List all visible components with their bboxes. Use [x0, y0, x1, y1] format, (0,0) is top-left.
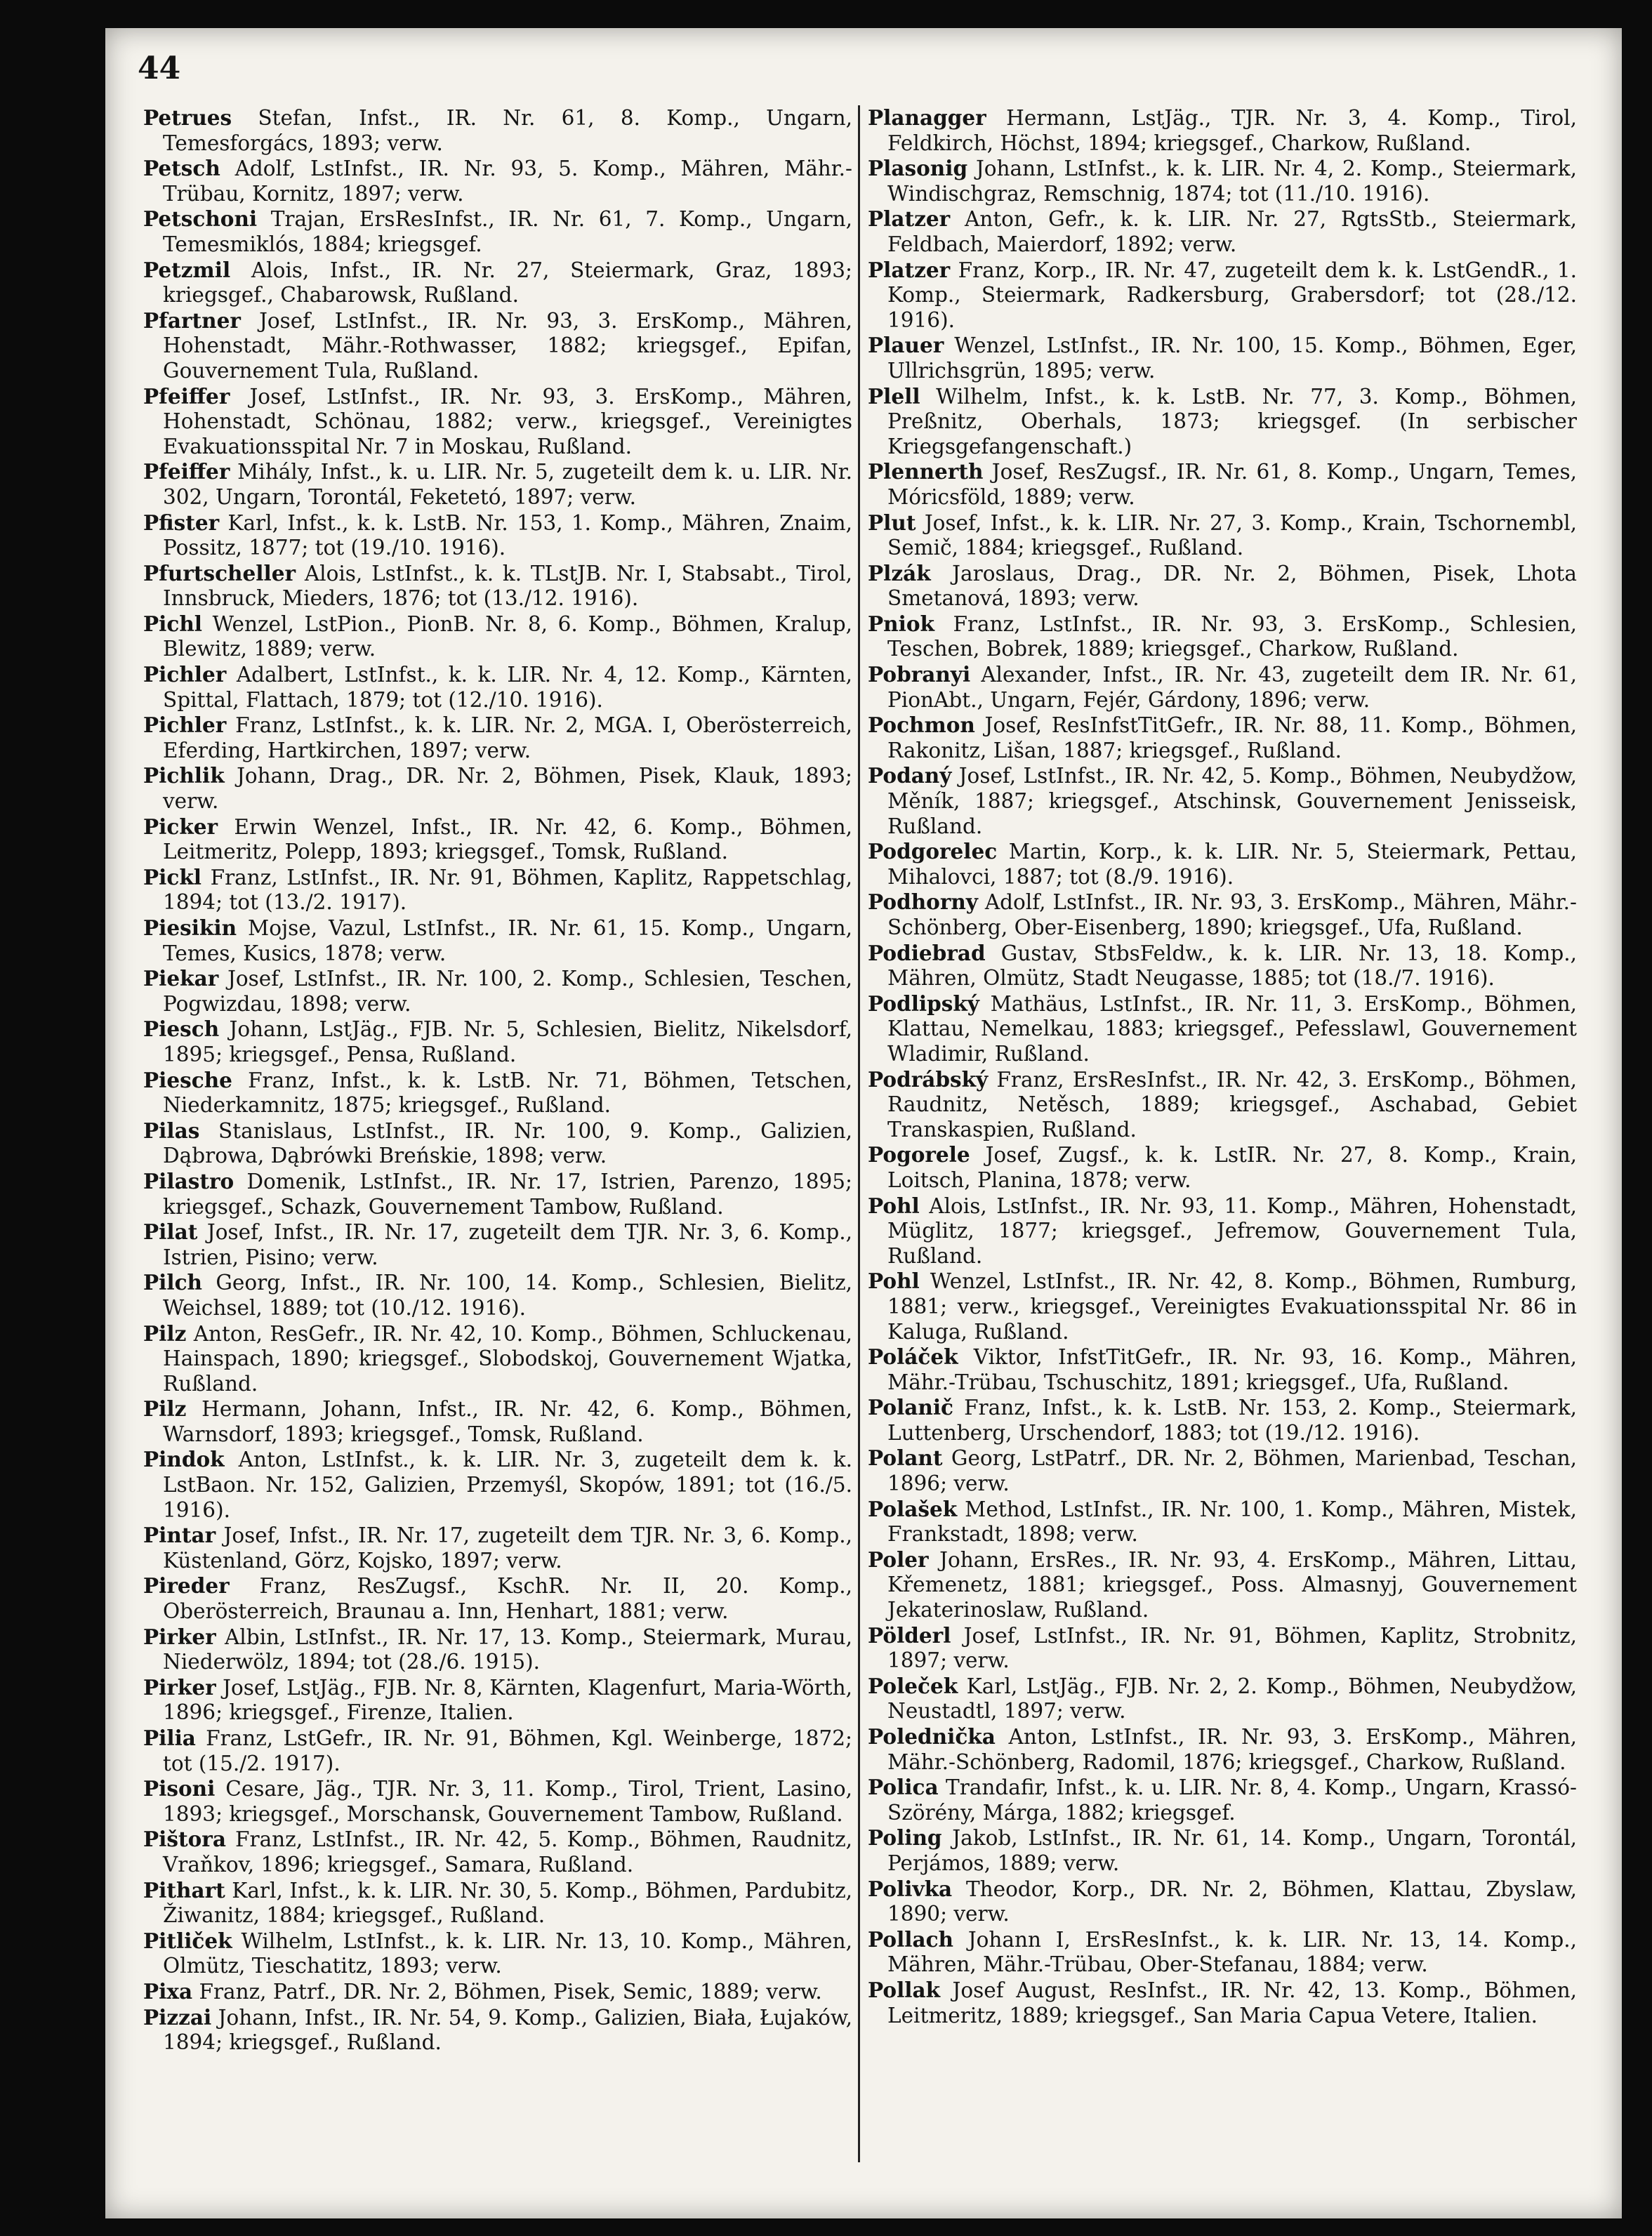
entry-details: Josef, LstInfst., IR. Nr. 93, 3. ErsKomp., Mähren, Hohenstadt, Schönau, 1882; verw., kriegsgef., Vereinigtes Evakuationsspital Nr. 7 in Moskau, Rußland. [163, 384, 852, 458]
entry-surname: Poling [868, 1825, 942, 1851]
entry-details: Franz, LstInfst., IR. Nr. 91, Böhmen, Kaplitz, Rappetschlag, 1894; tot (13./2. 1917). [163, 865, 852, 915]
register-entry [868, 1497, 1577, 1547]
register-entry [868, 1395, 1577, 1446]
entry-surname: Pizzai [143, 2004, 212, 2030]
register-entry [868, 839, 1577, 889]
entry-surname: Poler [868, 1547, 929, 1572]
entry-surname: Pilastro [143, 1168, 234, 1193]
register-entry [868, 1446, 1577, 1496]
register-entry [143, 611, 852, 662]
entry-details: Mojse, Vazul, LstInfst., IR. Nr. 61, 15. Komp., Ungarn, Temes, Kusics, 1878; verw. [163, 916, 852, 965]
entry-details: Jaroslaus, Drag., DR. Nr. 2, Böhmen, Pisek, Lhota Smetanová, 1893; verw. [887, 561, 1577, 611]
register-entry [868, 1344, 1577, 1395]
entry-surname: Platzer [868, 206, 951, 232]
register-entry [143, 1929, 852, 1979]
register-entry [143, 1169, 852, 1219]
entry-surname: Podrábský [868, 1066, 989, 1092]
register-entry [868, 156, 1577, 206]
entry-surname: Platzer [868, 257, 951, 282]
register-entry [868, 1775, 1577, 1825]
register-entry [868, 1825, 1577, 1876]
entry-surname: Poláček [868, 1344, 958, 1370]
register-entry [143, 258, 852, 308]
entry-details: Franz, Korp., IR. Nr. 47, zugeteilt dem k. k. LstGendR., 1. Komp., Steiermark, Radkersburg, Grabersdorf; tot (28./12. 1916). [887, 258, 1577, 332]
register-entry [868, 561, 1577, 611]
entry-details: Anton, Gefr., k. k. LIR. Nr. 27, RgtsStb., Steiermark, Feldbach, Maierdorf, 1892; verw. [887, 207, 1577, 256]
register-entry [868, 991, 1577, 1067]
entry-details: Alois, LstInfst., k. k. TLstJB. Nr. I, Stabsabt., Tirol, Innsbruck, Mieders, 1876; tot (13./12. 1916). [163, 561, 852, 611]
entry-surname: Picker [143, 814, 218, 839]
entry-details: Franz, LstGefr., IR. Nr. 91, Böhmen, Kgl. Weinberge, 1872; tot (15./2. 1917). [163, 1726, 852, 1775]
entry-details: Josef, Zugsf., k. k. LstIR. Nr. 27, 8. Komp., Krain, Loitsch, Planina, 1878; verw. [887, 1143, 1577, 1192]
entry-surname: Pfeiffer [143, 459, 230, 484]
register-entry [868, 1193, 1577, 1269]
register-entry [143, 966, 852, 1017]
entry-details: Adolf, LstInfst., IR. Nr. 93, 5. Komp., Mähren, Mähr.-Trübau, Kornitz, 1897; verw. [163, 157, 852, 206]
register-entry [868, 206, 1577, 257]
entry-details: Gustav, StbsFeldw., k. k. LIR. Nr. 13, 18. Komp., Mähren, Olmütz, Stadt Neugasse, 1885; tot (18./7. 1916). [887, 941, 1577, 991]
register-entry [868, 384, 1577, 460]
entry-surname: Pirker [143, 1674, 216, 1700]
entry-details: Anton, ResGefr., IR. Nr. 42, 10. Komp., Böhmen, Schluckenau, Hainspach, 1890; kriegsgef., Slobodskoj, Gouvernement Wjatka, Rußland. [163, 1321, 852, 1396]
entry-details: Wenzel, LstPion., PionB. Nr. 8, 6. Komp., Böhmen, Kralup, Blewitz, 1889; verw. [163, 611, 852, 661]
entry-surname: Pichler [143, 662, 227, 687]
entry-surname: Polivka [868, 1876, 953, 1901]
entry-surname: Pintar [143, 1523, 216, 1548]
register-entry [143, 1573, 852, 1624]
register-entry [143, 1726, 852, 1776]
entry-surname: Pilia [143, 1726, 196, 1750]
register-entry [868, 941, 1577, 991]
register-entry [868, 889, 1577, 940]
entry-surname: Pogorele [868, 1142, 970, 1167]
entry-details: Josef, LstInfst., IR. Nr. 93, 3. ErsKomp., Mähren, Hohenstadt, Mähr.-Rothwasser, 1882; kriegsgef., Epifan, Gouvernement Tula, Rußland. [163, 308, 852, 383]
entry-surname: Petsch [143, 156, 220, 181]
register-entry [143, 763, 852, 814]
entry-details: Wilhelm, Infst., k. k. LstB. Nr. 77, 3. Komp., Böhmen, Preßnitz, Oberhals, 1873; kriegsgef. (In serbischer Kriegsgefangenschaft.) [887, 384, 1577, 458]
entry-surname: Polanič [868, 1395, 954, 1420]
entry-surname: Petzmil [143, 257, 231, 282]
entry-details: Wilhelm, LstInfst., k. k. LIR. Nr. 13, 10. Komp., Mähren, Olmütz, Tieschatitz, 1893; verw. [163, 1929, 852, 1978]
entry-details: Josef, ResInfstTitGefr., IR. Nr. 88, 11. Komp., Böhmen, Rakonitz, Lišan, 1887; kriegsgef., Rußland. [887, 713, 1577, 762]
entry-surname: Pichlik [143, 763, 225, 788]
register-entry [143, 1625, 852, 1675]
register-entry [868, 510, 1577, 561]
entry-surname: Plauer [868, 333, 944, 358]
entry-surname: Polica [868, 1775, 939, 1800]
entry-details: Josef, LstInfst., IR. Nr. 100, 2. Komp., Schlesien, Teschen, Pogwizdau, 1898; verw. [163, 967, 852, 1016]
entry-surname: Pichler [143, 713, 227, 738]
entry-details: Johann, LstInfst., k. k. LIR. Nr. 4, 2. Komp., Steiermark, Windischgraz, Remschnig, 1874; tot (11./10. 1916). [887, 157, 1577, 206]
entry-surname: Pixa [143, 1978, 193, 2004]
entry-surname: Pfurtscheller [143, 560, 296, 586]
entry-details: Alois, LstInfst., IR. Nr. 93, 11. Komp., Mähren, Hohenstadt, Müglitz, 1877; kriegsgef., Jefremow, Gouvernement Tula, Rußland. [887, 1193, 1577, 1268]
entry-details: Mihály, Infst., k. u. LIR. Nr. 5, zugeteilt dem k. u. LIR. Nr. 302, Ungarn, Torontál, Feketetó, 1897; verw. [163, 460, 852, 509]
entry-details: Franz, LstInfst., IR. Nr. 93, 3. ErsKomp., Schlesien, Teschen, Bobrek, 1889; kriegsgef., Charkow, Rußland. [887, 611, 1577, 661]
register-entry [143, 1068, 852, 1118]
entry-surname: Pfister [143, 510, 220, 535]
entry-details: Josef, Infst., IR. Nr. 17, zugeteilt dem TJR. Nr. 3, 6. Komp., Istrien, Pisino; verw. [163, 1220, 852, 1269]
entry-details: Franz, LstInfst., k. k. LIR. Nr. 2, MGA. I, Oberösterreich, Eferding, Hartkirchen, 1897; verw. [163, 713, 852, 762]
register-entry [868, 1674, 1577, 1724]
entry-details: Adolf, LstInfst., IR. Nr. 93, 3. ErsKomp., Mähren, Mähr.-Schönberg, Ober-Eisenberg, 1890; kriegsgef., Ufa, Rußland. [887, 890, 1577, 939]
entry-surname: Pollak [868, 1977, 941, 2002]
entry-details: Georg, Infst., IR. Nr. 100, 14. Komp., Schlesien, Bielitz, Weichsel, 1889; tot (10./12. 1916). [163, 1271, 852, 1320]
entry-surname: Piesche [143, 1067, 232, 1092]
entry-details: Stefan, Infst., IR. Nr. 61, 8. Komp., Ungarn, Temesforgács, 1893; verw. [163, 106, 852, 155]
entry-details: Albin, LstInfst., IR. Nr. 17, 13. Komp., Steiermark, Murau, Niederwölz, 1894; tot (28./6. 1915). [163, 1625, 852, 1674]
register-entry [868, 333, 1577, 383]
entry-details: Mathäus, LstInfst., IR. Nr. 11, 3. ErsKomp., Böhmen, Klattau, Nemelkau, 1883; kriegsgef., Pefesslawl, Gouvernement Wladimir, Rußland. [887, 991, 1577, 1066]
entry-surname: Plut [868, 510, 916, 535]
entry-surname: Pilas [143, 1118, 200, 1143]
entry-details: Trajan, ErsResInfst., IR. Nr. 61, 7. Komp., Ungarn, Temesmiklós, 1884; kriegsgef. [163, 207, 852, 256]
entry-details: Viktor, InfstTitGefr., IR. Nr. 93, 16. Komp., Mähren, Mähr.-Trübau, Tschuschitz, 1891; kriegsgef., Ufa, Rußland. [887, 1345, 1577, 1394]
entry-surname: Podhorny [868, 889, 978, 915]
register-entry [143, 156, 852, 206]
register-entry [868, 1269, 1577, 1344]
entry-surname: Poleček [868, 1673, 958, 1698]
register-entry [868, 662, 1577, 713]
entry-details: Johann, Drag., DR. Nr. 2, Böhmen, Pisek, Klauk, 1893; verw. [163, 764, 852, 814]
entry-surname: Podaný [868, 763, 952, 788]
entry-details: Franz, Infst., k. k. LstB. Nr. 71, Böhmen, Tetschen, Niederkamnitz, 1875; kriegsgef., Rußland. [163, 1068, 852, 1118]
entry-details: Johann, ErsRes., IR. Nr. 93, 4. ErsKomp., Mähren, Littau, Křemenetz, 1881; kriegsgef., Poss. Almasnyj, Gouvernement Jekaterinoslaw, Rußland. [887, 1547, 1577, 1622]
entry-surname: Pölderl [868, 1622, 951, 1648]
register-entry [868, 713, 1577, 763]
entry-surname: Pfeiffer [143, 383, 230, 409]
entry-surname: Petschoni [143, 206, 258, 232]
entry-surname: Polašek [868, 1496, 958, 1521]
entry-details: Josef August, ResInfst., IR. Nr. 42, 13. Komp., Böhmen, Leitmeritz, 1889; kriegsgef., San Maria Capua Vetere, Italien. [887, 1978, 1577, 2027]
entry-details: Josef, ResZugsf., IR. Nr. 61, 8. Komp., Ungarn, Temes, Móricsföld, 1889; verw. [887, 460, 1577, 509]
entry-details: Josef, Infst., IR. Nr. 17, zugeteilt dem TJR. Nr. 3, 6. Komp., Küstenland, Görz, Kojsko, 1897; verw. [163, 1523, 852, 1573]
entry-details: Adalbert, LstInfst., k. k. LIR. Nr. 4, 12. Komp., Kärnten, Spittal, Flattach, 1879; tot (12./10. 1916). [163, 663, 852, 712]
register-entry [868, 1724, 1577, 1775]
entry-surname: Podlipský [868, 991, 979, 1016]
entry-details: Wenzel, LstInfst., IR. Nr. 100, 15. Komp., Böhmen, Eger, Ullrichsgrün, 1895; verw. [887, 333, 1577, 383]
entry-surname: Pobranyi [868, 662, 971, 687]
register-entry [868, 1978, 1577, 2028]
entry-details: Karl, Infst., k. k. LIR. Nr. 30, 5. Komp., Böhmen, Pardubitz, Žiwanitz, 1884; kriegsgef., Rußland. [163, 1878, 852, 1928]
entry-details: Karl, Infst., k. k. LstB. Nr. 153, 1. Komp., Mähren, Znaim, Possitz, 1877; tot (19./10. 1916). [163, 510, 852, 560]
register-entry [868, 1547, 1577, 1623]
entry-details: Method, LstInfst., IR. Nr. 100, 1. Komp., Mähren, Mistek, Frankstadt, 1898; verw. [887, 1497, 1577, 1547]
page-number: 44 [138, 51, 181, 86]
entry-surname: Plell [868, 383, 920, 409]
entry-surname: Pitliček [143, 1928, 232, 1953]
register-entry [143, 1017, 852, 1067]
register-entry [868, 1142, 1577, 1193]
entry-details: Stanislaus, LstInfst., IR. Nr. 100, 9. Komp., Galizien, Dąbrowa, Dąbrówki Breńskie, 1898; verw. [163, 1118, 852, 1168]
entry-surname: Pfartner [143, 307, 241, 333]
register-entry [143, 865, 852, 915]
register-entry [868, 1623, 1577, 1674]
entry-surname: Petrues [143, 105, 232, 130]
register-entry [143, 1675, 852, 1726]
entry-details: Trandafir, Infst., k. u. LIR. Nr. 8, 4. Komp., Ungarn, Krassó-Szörény, Márga, 1882; kriegsgef. [887, 1775, 1577, 1825]
register-entry [868, 459, 1577, 510]
entry-details: Alexander, Infst., IR. Nr. 43, zugeteilt dem IR. Nr. 61, PionAbt., Ungarn, Fejér, Gárdony, 1896; verw. [887, 663, 1577, 712]
entry-details: Georg, LstPatrf., DR. Nr. 2, Böhmen, Marienbad, Teschan, 1896; verw. [887, 1446, 1577, 1496]
register-entry [143, 1219, 852, 1270]
register-entry [143, 1396, 852, 1447]
entry-details: Johann, LstJäg., FJB. Nr. 5, Schlesien, Bielitz, Nikelsdorf, 1895; kriegsgef., Pensa, Rußland. [163, 1017, 852, 1066]
register-entry [143, 1827, 852, 1877]
entry-surname: Piekar [143, 966, 219, 991]
entry-details: Josef, LstInfst., IR. Nr. 42, 5. Komp., Böhmen, Neubydžow, Měník, 1887; kriegsgef., Atschinsk, Gouvernement Jenisseisk, Rußland. [887, 764, 1577, 838]
register-entry [143, 384, 852, 460]
register-entry [143, 561, 852, 611]
register-entry [868, 1067, 1577, 1143]
register-entry [143, 1878, 852, 1929]
register-entry [868, 763, 1577, 839]
entry-surname: Pireder [143, 1573, 230, 1599]
entry-details: Franz, ErsResInfst., IR. Nr. 42, 3. ErsKomp., Böhmen, Raudnitz, Netěsch, 1889; kriegsgef., Aschabad, Gebiet Transkaspien, Rußland. [887, 1067, 1577, 1142]
register-entry [143, 1776, 852, 1827]
entry-surname: Pickl [143, 864, 201, 889]
entry-surname: Pilch [143, 1270, 203, 1295]
entry-surname: Pištora [143, 1827, 226, 1852]
register-entry [143, 713, 852, 763]
register-entry [868, 1877, 1577, 1927]
register-entry [143, 308, 852, 384]
register-entry [143, 1321, 852, 1397]
entry-surname: Podgorelec [868, 839, 998, 864]
entry-surname: Piesch [143, 1017, 220, 1042]
entry-details: Martin, Korp., k. k. LIR. Nr. 5, Steiermark, Pettau, Mihalovci, 1887; tot (8./9. 1916). [887, 840, 1577, 889]
entry-surname: Plzák [868, 560, 931, 586]
entry-details: Hermann, Johann, Infst., IR. Nr. 42, 6. Komp., Böhmen, Warnsdorf, 1893; kriegsgef., Tomsk, Rußland. [163, 1397, 852, 1446]
entry-surname: Plennerth [868, 459, 984, 484]
register-entry [868, 611, 1577, 662]
entry-details: Johann I, ErsResInfst., k. k. LIR. Nr. 13, 14. Komp., Mähren, Mähr.-Trübau, Ober-Stefanau, 1884; verw. [887, 1927, 1577, 1977]
entry-details: Johann, Infst., IR. Nr. 54, 9. Komp., Galizien, Biała, Łujaków, 1894; kriegsgef., Rußland. [163, 2005, 852, 2055]
right-column [868, 105, 1577, 2028]
register-entry [143, 1270, 852, 1321]
register-entry [143, 814, 852, 865]
entry-surname: Pohl [868, 1193, 920, 1218]
entry-surname: Polednička [868, 1724, 996, 1749]
entry-surname: Pohl [868, 1269, 920, 1294]
entry-details: Alois, Infst., IR. Nr. 27, Steiermark, Graz, 1893; kriegsgef., Chabarowsk, Rußland. [163, 258, 852, 307]
entry-surname: Planagger [868, 105, 986, 130]
entry-surname: Pichl [143, 611, 203, 636]
entry-details: Josef, LstInfst., IR. Nr. 91, Böhmen, Kaplitz, Strobnitz, 1897; verw. [887, 1623, 1577, 1673]
entry-surname: Pilz [143, 1396, 187, 1422]
register-entry [143, 1979, 852, 2005]
register-entry [143, 459, 852, 510]
entry-surname: Pithart [143, 1877, 225, 1903]
entry-details: Anton, LstInfst., k. k. LIR. Nr. 3, zugeteilt dem k. k. LstBaon. Nr. 152, Galizien, Przemyśl, Skopów, 1891; tot (16./5. 1916). [163, 1448, 852, 1522]
entry-surname: Piesikin [143, 915, 237, 940]
entry-surname: Pirker [143, 1624, 216, 1649]
entry-details: Cesare, Jäg., TJR. Nr. 3, 11. Komp., Tirol, Trient, Lasino, 1893; kriegsgef., Morschansk, Gouvernement Tambow, Rußland. [163, 1777, 852, 1826]
register-entry [868, 105, 1577, 156]
register-entry [143, 1118, 852, 1169]
entry-details: Wenzel, LstInfst., IR. Nr. 42, 8. Komp., Böhmen, Rumburg, 1881; verw., kriegsgef., Vereinigtes Evakuationsspital Nr. 86 in Kaluga, Rußland. [887, 1269, 1577, 1344]
register-entry [143, 662, 852, 713]
entry-details: Domenik, LstInfst., IR. Nr. 17, Istrien, Parenzo, 1895; kriegsgef., Schazk, Gouvernement Tambow, Rußland. [163, 1169, 852, 1219]
entry-surname: Plasonig [868, 156, 968, 181]
register-entry [143, 1447, 852, 1523]
entry-details: Erwin Wenzel, Infst., IR. Nr. 42, 6. Komp., Böhmen, Leitmeritz, Polepp, 1893; kriegsgef., Tomsk, Rußland. [163, 814, 852, 864]
column-divider [858, 105, 860, 2162]
entry-surname: Pniok [868, 611, 934, 636]
entry-surname: Pollach [868, 1926, 954, 1952]
entry-surname: Pilat [143, 1219, 198, 1245]
register-entry [143, 206, 852, 257]
register-entry [143, 2005, 852, 2056]
entry-details: Karl, LstJäg., FJB. Nr. 2, 2. Komp., Böhmen, Neubydžow, Neustadtl, 1897; verw. [887, 1674, 1577, 1724]
register-entry [143, 510, 852, 561]
register-entry [143, 915, 852, 966]
register-entry [143, 105, 852, 156]
entry-surname: Pindok [143, 1447, 225, 1472]
entry-details: Anton, LstInfst., IR. Nr. 93, 3. ErsKomp., Mähren, Mähr.-Schönberg, Radomil, 1876; kriegsgef., Charkow, Rußland. [887, 1725, 1577, 1774]
entry-details: Jakob, LstInfst., IR. Nr. 61, 14. Komp., Ungarn, Torontál, Perjámos, 1889; verw. [887, 1826, 1577, 1875]
entry-details: Franz, LstInfst., IR. Nr. 42, 5. Komp., Böhmen, Raudnitz, Vraňkov, 1896; kriegsgef., Samara, Rußland. [163, 1827, 852, 1877]
register-entry [868, 258, 1577, 333]
entry-surname: Pilz [143, 1321, 187, 1346]
entry-details: Hermann, LstJäg., TJR. Nr. 3, 4. Komp., Tirol, Feldkirch, Höchst, 1894; kriegsgef., Charkow, Rußland. [887, 106, 1577, 155]
entry-details: Franz, Infst., k. k. LstB. Nr. 153, 2. Komp., Steiermark, Luttenberg, Urschendorf, 1883; tot (19./12. 1916). [887, 1396, 1577, 1445]
entry-details: Theodor, Korp., DR. Nr. 2, Böhmen, Klattau, Zbyslaw, 1890; verw. [887, 1877, 1577, 1926]
register-entry [868, 1927, 1577, 1978]
register-entry [143, 1523, 852, 1573]
entry-details: Franz, Patrf., DR. Nr. 2, Böhmen, Pisek, Semic, 1889; verw. [192, 1979, 822, 2004]
entry-details: Josef, LstJäg., FJB. Nr. 8, Kärnten, Klagenfurt, Maria-Wörth, 1896; kriegsgef., Firenze, Italien. [163, 1675, 852, 1725]
entry-surname: Pisoni [143, 1776, 216, 1801]
entry-surname: Pochmon [868, 713, 975, 738]
entry-details: Franz, ResZugsf., KschR. Nr. II, 20. Komp., Oberösterreich, Braunau a. Inn, Henhart, 1881; verw. [163, 1574, 852, 1624]
entry-details: Josef, Infst., k. k. LIR. Nr. 27, 3. Komp., Krain, Tschornembl, Semič, 1884; kriegsgef., Rußland. [887, 510, 1577, 560]
entry-surname: Polant [868, 1446, 943, 1471]
left-column [143, 105, 852, 2056]
entry-surname: Podiebrad [868, 940, 986, 965]
